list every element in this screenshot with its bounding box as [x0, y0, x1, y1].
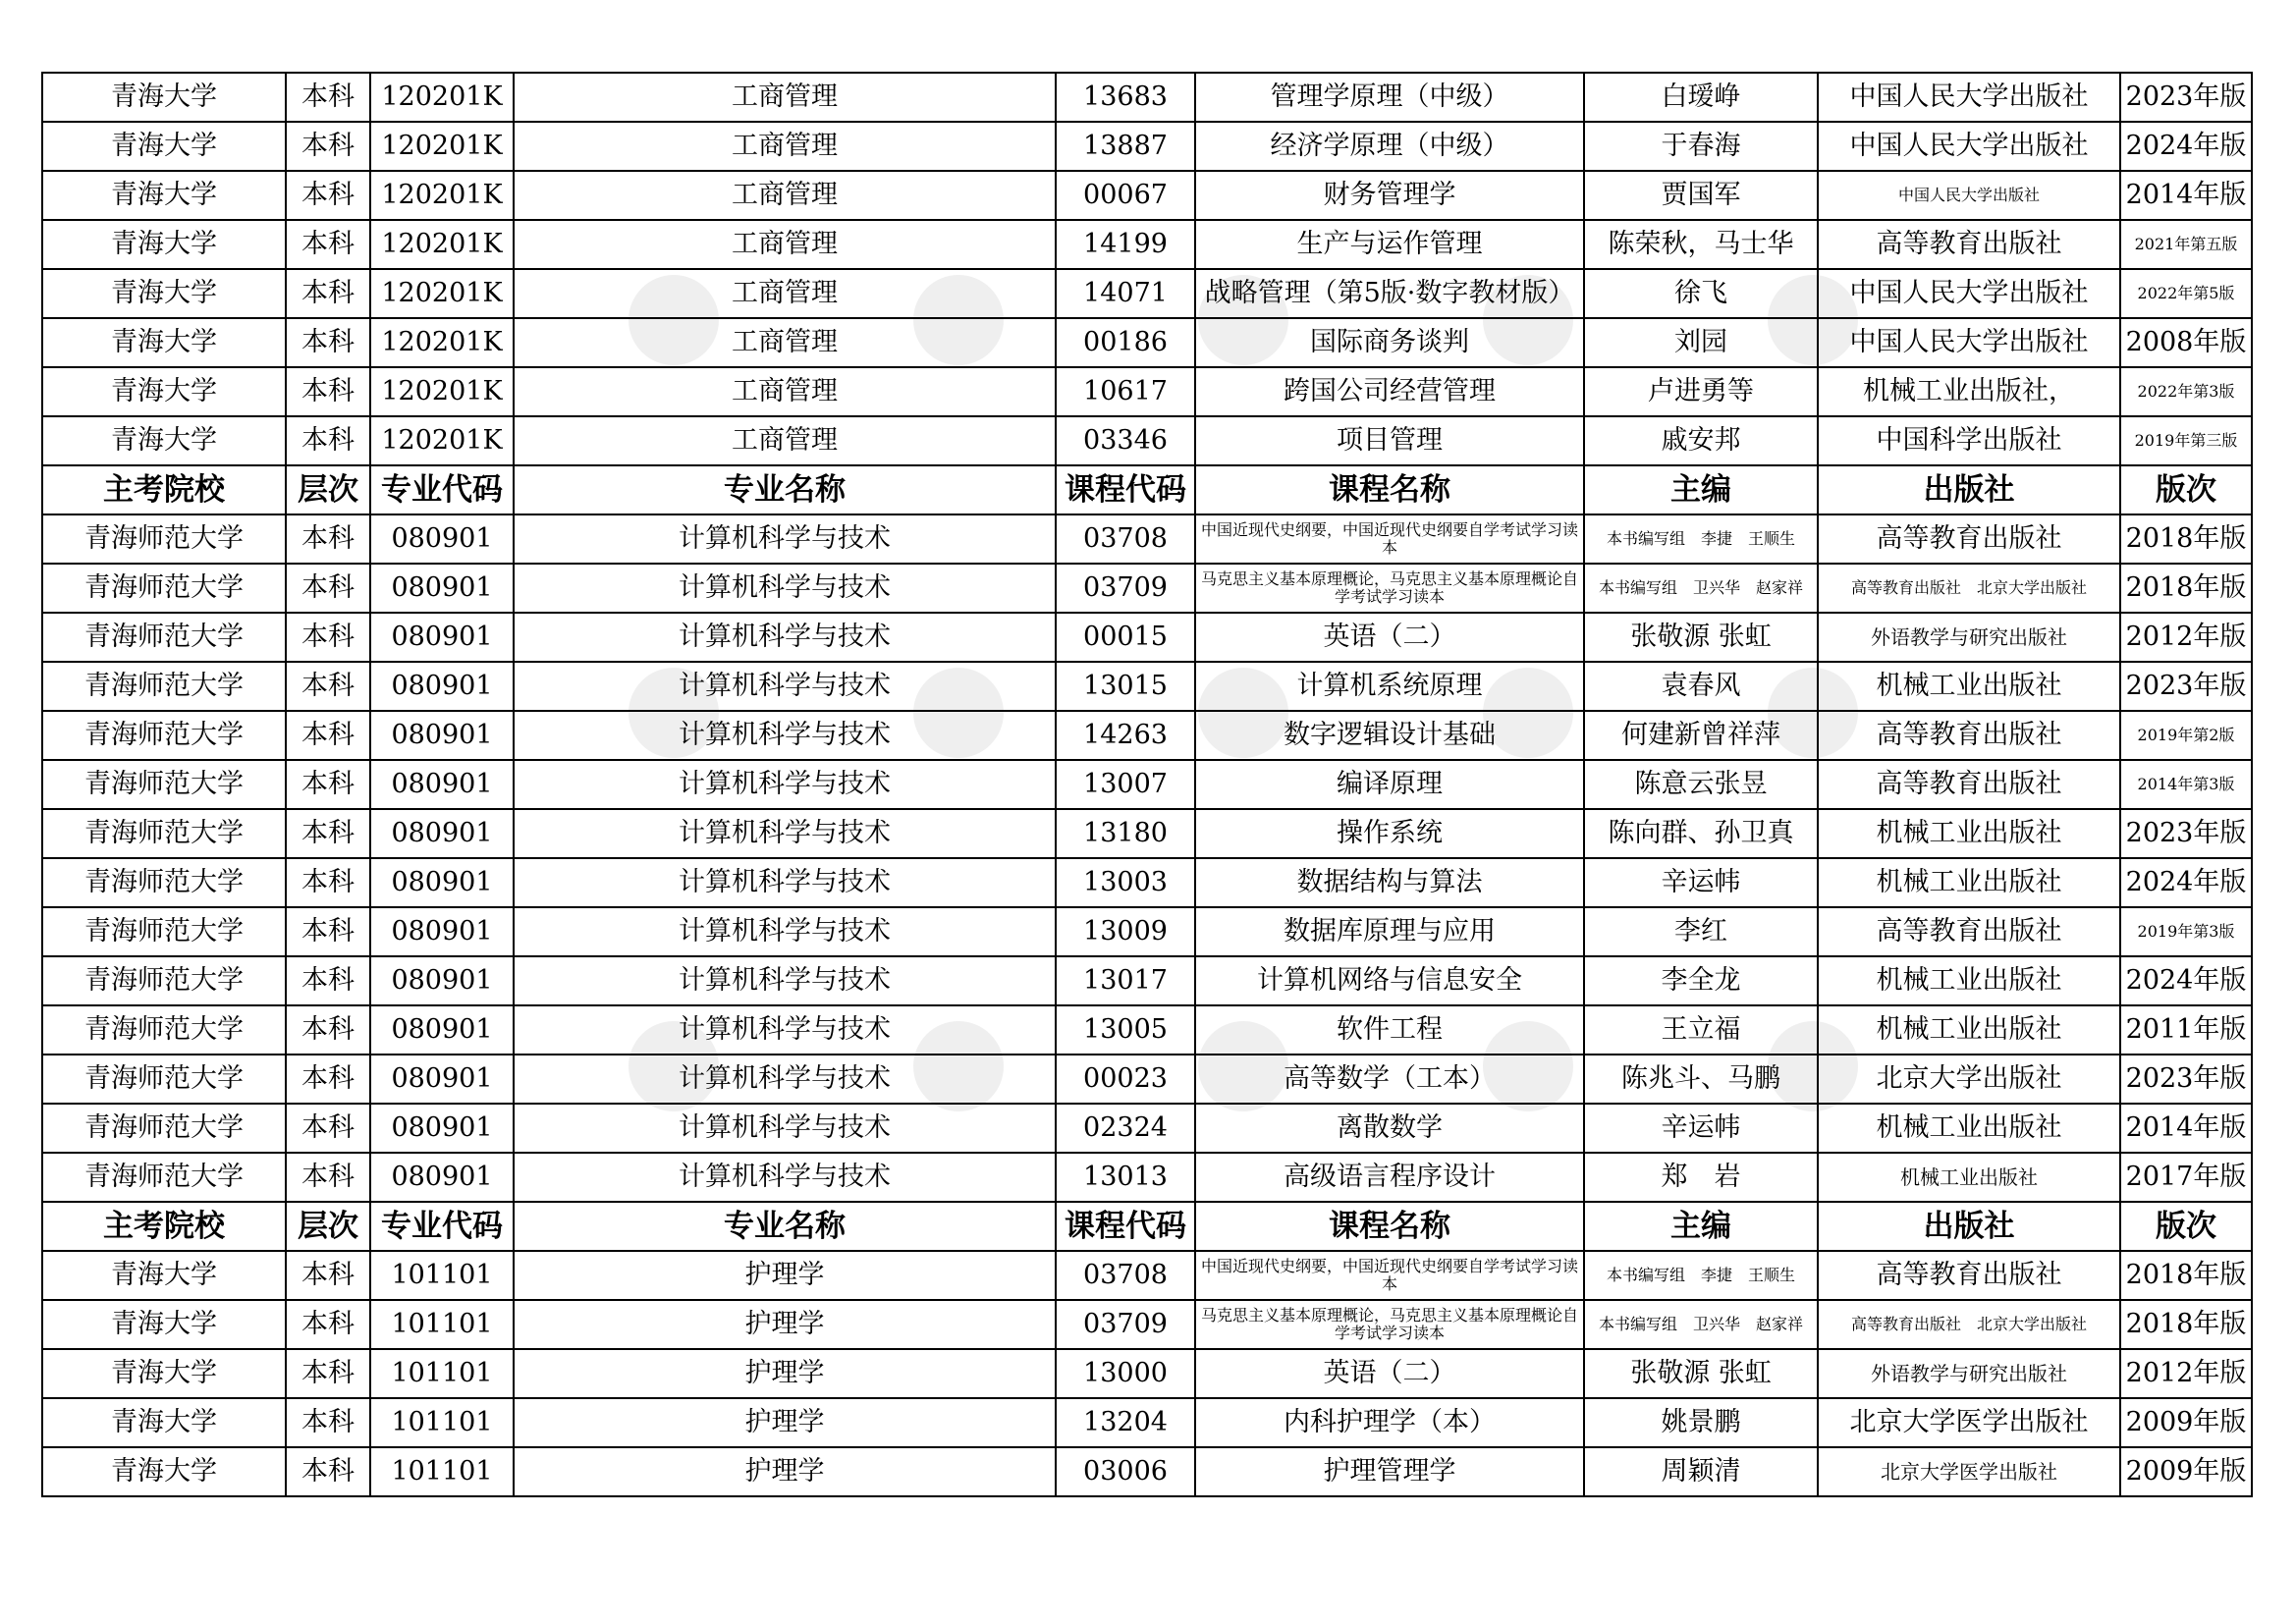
cell-level: 本科 — [286, 662, 370, 711]
cell-level: 本科 — [286, 613, 370, 662]
cell-level: 本科 — [286, 1349, 370, 1398]
table-row — [42, 1153, 2252, 1202]
cell-editor: 张敬源 张虹 — [1584, 613, 1818, 662]
cell-major-name: 计算机科学与技术 — [514, 956, 1056, 1005]
cell-course-code: 03346 — [1056, 416, 1195, 465]
cell-major-name: 护理学 — [514, 1349, 1056, 1398]
cell-major-code: 101101 — [370, 1349, 514, 1398]
cell-edition: 2008年版 — [2120, 318, 2252, 367]
cell-course-name: 高级语言程序设计 — [1195, 1153, 1584, 1202]
cell-publisher: 中国人民大学出版社 — [1818, 171, 2120, 220]
cell-major-code: 101101 — [370, 1398, 514, 1447]
cell-course-name: 数据结构与算法 — [1195, 858, 1584, 907]
cell-course-code: 10617 — [1056, 367, 1195, 416]
cell-course-name: 护理管理学 — [1195, 1447, 1584, 1496]
cell-course-code: 13000 — [1056, 1349, 1195, 1398]
cell-publisher: 机械工业出版社 — [1818, 662, 2120, 711]
cell-course-code: 13015 — [1056, 662, 1195, 711]
table-row — [42, 613, 2252, 662]
cell-publisher: 高等教育出版社 北京大学出版社 — [1818, 564, 2120, 613]
cell-course-name: 生产与运作管理 — [1195, 220, 1584, 269]
cell-course-code: 03709 — [1056, 564, 1195, 613]
cell-major-code: 120201K — [370, 367, 514, 416]
cell-school: 青海大学 — [42, 367, 286, 416]
cell-edition: 2014年版 — [2120, 171, 2252, 220]
table-row — [42, 269, 2252, 318]
cell-major-code: 120201K — [370, 122, 514, 171]
cell-publisher: 高等教育出版社 — [1818, 1251, 2120, 1300]
cell-edition: 2018年版 — [2120, 1251, 2252, 1300]
cell-publisher: 北京大学出版社 — [1818, 1055, 2120, 1104]
table-row — [42, 122, 2252, 171]
cell-major-name: 计算机科学与技术 — [514, 514, 1056, 564]
cell-major-code: 080901 — [370, 760, 514, 809]
column-header-school: 主考院校 — [42, 1202, 286, 1251]
cell-course-name: 软件工程 — [1195, 1005, 1584, 1055]
cell-level: 本科 — [286, 858, 370, 907]
cell-major-code: 080901 — [370, 907, 514, 956]
cell-course-name: 计算机网络与信息安全 — [1195, 956, 1584, 1005]
table-row — [42, 220, 2252, 269]
cell-editor: 姚景鹏 — [1584, 1398, 1818, 1447]
cell-publisher: 高等教育出版社 北京大学出版社 — [1818, 1300, 2120, 1349]
cell-level: 本科 — [286, 564, 370, 613]
cell-level: 本科 — [286, 416, 370, 465]
cell-major-name: 计算机科学与技术 — [514, 1055, 1056, 1104]
cell-course-name: 编译原理 — [1195, 760, 1584, 809]
cell-course-code: 13009 — [1056, 907, 1195, 956]
cell-course-name: 项目管理 — [1195, 416, 1584, 465]
cell-school: 青海师范大学 — [42, 760, 286, 809]
cell-school: 青海大学 — [42, 171, 286, 220]
table-row — [42, 907, 2252, 956]
cell-publisher: 中国人民大学出版社 — [1818, 318, 2120, 367]
cell-level: 本科 — [286, 1055, 370, 1104]
cell-major-code: 080901 — [370, 564, 514, 613]
cell-edition: 2019年第2版 — [2120, 711, 2252, 760]
cell-course-name: 跨国公司经营管理 — [1195, 367, 1584, 416]
cell-editor: 本书编写组 李捷 王顺生 — [1584, 514, 1818, 564]
cell-major-code: 080901 — [370, 514, 514, 564]
cell-school: 青海师范大学 — [42, 858, 286, 907]
cell-editor: 何建新曾祥萍 — [1584, 711, 1818, 760]
cell-course-code: 14263 — [1056, 711, 1195, 760]
cell-school: 青海师范大学 — [42, 711, 286, 760]
cell-editor: 辛运帏 — [1584, 858, 1818, 907]
cell-editor: 陈兆斗、马鹏 — [1584, 1055, 1818, 1104]
cell-publisher: 外语教学与研究出版社 — [1818, 613, 2120, 662]
textbook-table — [41, 72, 2253, 1497]
cell-publisher: 中国科学出版社 — [1818, 416, 2120, 465]
cell-major-name: 护理学 — [514, 1398, 1056, 1447]
cell-course-code: 00186 — [1056, 318, 1195, 367]
table-row — [42, 318, 2252, 367]
cell-editor: 郑 岩 — [1584, 1153, 1818, 1202]
cell-course-code: 13007 — [1056, 760, 1195, 809]
column-header-school: 主考院校 — [42, 465, 286, 514]
cell-school: 青海大学 — [42, 269, 286, 318]
cell-level: 本科 — [286, 318, 370, 367]
cell-editor: 于春海 — [1584, 122, 1818, 171]
cell-course-name: 国际商务谈判 — [1195, 318, 1584, 367]
column-header-publisher: 出版社 — [1818, 1202, 2120, 1251]
cell-major-name: 工商管理 — [514, 171, 1056, 220]
cell-major-name: 计算机科学与技术 — [514, 760, 1056, 809]
cell-edition: 2024年版 — [2120, 122, 2252, 171]
column-header-major-name: 专业名称 — [514, 1202, 1056, 1251]
cell-course-name: 财务管理学 — [1195, 171, 1584, 220]
cell-publisher: 中国人民大学出版社 — [1818, 73, 2120, 122]
cell-school: 青海大学 — [42, 1300, 286, 1349]
cell-level: 本科 — [286, 171, 370, 220]
cell-major-code: 101101 — [370, 1300, 514, 1349]
cell-editor: 王立福 — [1584, 1005, 1818, 1055]
cell-level: 本科 — [286, 220, 370, 269]
cell-course-code: 03708 — [1056, 1251, 1195, 1300]
table-row — [42, 1104, 2252, 1153]
cell-course-code: 03709 — [1056, 1300, 1195, 1349]
cell-major-name: 计算机科学与技术 — [514, 711, 1056, 760]
cell-edition: 2023年版 — [2120, 809, 2252, 858]
cell-major-name: 护理学 — [514, 1300, 1056, 1349]
cell-course-code: 13005 — [1056, 1005, 1195, 1055]
cell-editor: 陈荣秋，马士华 — [1584, 220, 1818, 269]
cell-editor: 袁春风 — [1584, 662, 1818, 711]
cell-level: 本科 — [286, 1005, 370, 1055]
table-row — [42, 711, 2252, 760]
cell-major-code: 080901 — [370, 613, 514, 662]
cell-publisher: 高等教育出版社 — [1818, 514, 2120, 564]
table-row — [42, 1398, 2252, 1447]
table-row — [42, 1300, 2252, 1349]
cell-edition: 2018年版 — [2120, 514, 2252, 564]
cell-major-name: 计算机科学与技术 — [514, 662, 1056, 711]
cell-publisher: 外语教学与研究出版社 — [1818, 1349, 2120, 1398]
cell-major-name: 计算机科学与技术 — [514, 1153, 1056, 1202]
table-row — [42, 514, 2252, 564]
cell-publisher: 机械工业出版社， — [1818, 367, 2120, 416]
cell-course-code: 14199 — [1056, 220, 1195, 269]
cell-major-name: 计算机科学与技术 — [514, 858, 1056, 907]
cell-school: 青海大学 — [42, 220, 286, 269]
cell-publisher: 机械工业出版社 — [1818, 1005, 2120, 1055]
cell-major-name: 工商管理 — [514, 367, 1056, 416]
cell-major-code: 080901 — [370, 1153, 514, 1202]
cell-level: 本科 — [286, 1447, 370, 1496]
cell-level: 本科 — [286, 907, 370, 956]
cell-major-code: 080901 — [370, 1055, 514, 1104]
cell-edition: 2022年第3版 — [2120, 367, 2252, 416]
cell-course-name: 马克思主义基本原理概论，马克思主义基本原理概论自学考试学习读本 — [1195, 1300, 1584, 1349]
cell-school: 青海师范大学 — [42, 514, 286, 564]
column-header-edition: 版次 — [2120, 1202, 2252, 1251]
table-row — [42, 858, 2252, 907]
cell-course-name: 内科护理学（本） — [1195, 1398, 1584, 1447]
cell-major-name: 计算机科学与技术 — [514, 907, 1056, 956]
cell-school: 青海师范大学 — [42, 564, 286, 613]
column-header-editor: 主编 — [1584, 465, 1818, 514]
cell-publisher: 机械工业出版社 — [1818, 809, 2120, 858]
table-row — [42, 367, 2252, 416]
table-row — [42, 1251, 2252, 1300]
cell-major-name: 护理学 — [514, 1447, 1056, 1496]
column-header-course-name: 课程名称 — [1195, 1202, 1584, 1251]
column-header-editor: 主编 — [1584, 1202, 1818, 1251]
cell-major-name: 护理学 — [514, 1251, 1056, 1300]
cell-major-name: 计算机科学与技术 — [514, 613, 1056, 662]
cell-level: 本科 — [286, 1153, 370, 1202]
cell-course-code: 13003 — [1056, 858, 1195, 907]
column-header-course-code: 课程代码 — [1056, 1202, 1195, 1251]
cell-course-code: 13887 — [1056, 122, 1195, 171]
cell-school: 青海师范大学 — [42, 662, 286, 711]
cell-course-code: 00023 — [1056, 1055, 1195, 1104]
cell-school: 青海师范大学 — [42, 956, 286, 1005]
cell-publisher: 机械工业出版社 — [1818, 858, 2120, 907]
cell-major-code: 080901 — [370, 711, 514, 760]
cell-school: 青海师范大学 — [42, 1005, 286, 1055]
table-row — [42, 1349, 2252, 1398]
cell-level: 本科 — [286, 1104, 370, 1153]
table-row — [42, 171, 2252, 220]
column-header-major-code: 专业代码 — [370, 465, 514, 514]
table-header-row — [42, 465, 2252, 514]
table-row — [42, 564, 2252, 613]
table-row — [42, 73, 2252, 122]
table-row — [42, 416, 2252, 465]
cell-publisher: 高等教育出版社 — [1818, 220, 2120, 269]
cell-edition: 2018年版 — [2120, 564, 2252, 613]
cell-edition: 2023年版 — [2120, 73, 2252, 122]
cell-major-name: 计算机科学与技术 — [514, 1104, 1056, 1153]
cell-edition: 2009年版 — [2120, 1398, 2252, 1447]
cell-editor: 卢进勇等 — [1584, 367, 1818, 416]
table-row — [42, 1055, 2252, 1104]
cell-course-code: 13204 — [1056, 1398, 1195, 1447]
cell-level: 本科 — [286, 122, 370, 171]
cell-editor: 张敬源 张虹 — [1584, 1349, 1818, 1398]
cell-level: 本科 — [286, 367, 370, 416]
cell-school: 青海大学 — [42, 1447, 286, 1496]
cell-publisher: 高等教育出版社 — [1818, 711, 2120, 760]
cell-editor: 陈向群、孙卫真 — [1584, 809, 1818, 858]
cell-school: 青海大学 — [42, 416, 286, 465]
column-header-publisher: 出版社 — [1818, 465, 2120, 514]
cell-course-name: 中国近现代史纲要，中国近现代史纲要自学考试学习读本 — [1195, 1251, 1584, 1300]
cell-level: 本科 — [286, 760, 370, 809]
cell-editor: 陈意云张昱 — [1584, 760, 1818, 809]
cell-course-name: 计算机系统原理 — [1195, 662, 1584, 711]
cell-school: 青海大学 — [42, 318, 286, 367]
cell-level: 本科 — [286, 269, 370, 318]
table-row — [42, 760, 2252, 809]
cell-course-code: 00067 — [1056, 171, 1195, 220]
cell-publisher: 中国人民大学出版社 — [1818, 269, 2120, 318]
cell-major-code: 080901 — [370, 809, 514, 858]
cell-publisher: 北京大学医学出版社 — [1818, 1447, 2120, 1496]
cell-edition: 2017年版 — [2120, 1153, 2252, 1202]
cell-edition: 2023年版 — [2120, 1055, 2252, 1104]
cell-major-name: 计算机科学与技术 — [514, 564, 1056, 613]
cell-edition: 2024年版 — [2120, 858, 2252, 907]
cell-publisher: 高等教育出版社 — [1818, 760, 2120, 809]
cell-major-code: 080901 — [370, 858, 514, 907]
cell-editor: 贾国军 — [1584, 171, 1818, 220]
cell-course-name: 高等数学（工本） — [1195, 1055, 1584, 1104]
column-header-course-name: 课程名称 — [1195, 465, 1584, 514]
cell-course-code: 02324 — [1056, 1104, 1195, 1153]
cell-level: 本科 — [286, 73, 370, 122]
cell-publisher: 机械工业出版社 — [1818, 956, 2120, 1005]
cell-school: 青海师范大学 — [42, 1104, 286, 1153]
column-header-level: 层次 — [286, 1202, 370, 1251]
column-header-course-code: 课程代码 — [1056, 465, 1195, 514]
table-row — [42, 956, 2252, 1005]
cell-course-code: 13683 — [1056, 73, 1195, 122]
cell-publisher: 高等教育出版社 — [1818, 907, 2120, 956]
cell-major-code: 101101 — [370, 1447, 514, 1496]
cell-course-name: 离散数学 — [1195, 1104, 1584, 1153]
cell-edition: 2023年版 — [2120, 662, 2252, 711]
cell-course-name: 英语（二） — [1195, 613, 1584, 662]
cell-school: 青海师范大学 — [42, 1055, 286, 1104]
cell-editor: 戚安邦 — [1584, 416, 1818, 465]
cell-major-name: 工商管理 — [514, 269, 1056, 318]
cell-course-code: 13017 — [1056, 956, 1195, 1005]
cell-edition: 2018年版 — [2120, 1300, 2252, 1349]
cell-level: 本科 — [286, 1251, 370, 1300]
cell-course-name: 数据库原理与应用 — [1195, 907, 1584, 956]
cell-course-code: 03006 — [1056, 1447, 1195, 1496]
cell-course-code: 03708 — [1056, 514, 1195, 564]
cell-major-code: 120201K — [370, 318, 514, 367]
cell-school: 青海师范大学 — [42, 613, 286, 662]
cell-school: 青海师范大学 — [42, 907, 286, 956]
cell-course-name: 管理学原理（中级） — [1195, 73, 1584, 122]
cell-level: 本科 — [286, 956, 370, 1005]
table-row — [42, 809, 2252, 858]
cell-course-name: 数字逻辑设计基础 — [1195, 711, 1584, 760]
cell-major-code: 120201K — [370, 171, 514, 220]
cell-course-name: 战略管理（第5版·数字教材版） — [1195, 269, 1584, 318]
cell-major-code: 120201K — [370, 416, 514, 465]
column-header-edition: 版次 — [2120, 465, 2252, 514]
cell-major-code: 120201K — [370, 269, 514, 318]
cell-edition: 2019年第三版 — [2120, 416, 2252, 465]
cell-school: 青海师范大学 — [42, 809, 286, 858]
cell-major-name: 工商管理 — [514, 220, 1056, 269]
cell-level: 本科 — [286, 514, 370, 564]
column-header-major-code: 专业代码 — [370, 1202, 514, 1251]
table-row — [42, 662, 2252, 711]
cell-school: 青海大学 — [42, 1349, 286, 1398]
cell-course-code: 14071 — [1056, 269, 1195, 318]
cell-school: 青海大学 — [42, 73, 286, 122]
cell-major-name: 工商管理 — [514, 73, 1056, 122]
cell-editor: 李红 — [1584, 907, 1818, 956]
cell-level: 本科 — [286, 711, 370, 760]
cell-major-code: 080901 — [370, 1005, 514, 1055]
column-header-major-name: 专业名称 — [514, 465, 1056, 514]
cell-major-code: 101101 — [370, 1251, 514, 1300]
cell-edition: 2014年第3版 — [2120, 760, 2252, 809]
cell-edition: 2012年版 — [2120, 613, 2252, 662]
cell-publisher: 北京大学医学出版社 — [1818, 1398, 2120, 1447]
cell-level: 本科 — [286, 809, 370, 858]
cell-school: 青海师范大学 — [42, 1153, 286, 1202]
cell-major-code: 080901 — [370, 956, 514, 1005]
cell-level: 本科 — [286, 1300, 370, 1349]
cell-edition: 2024年版 — [2120, 956, 2252, 1005]
cell-editor: 本书编写组 卫兴华 赵家祥 — [1584, 564, 1818, 613]
cell-editor: 本书编写组 李捷 王顺生 — [1584, 1251, 1818, 1300]
cell-editor: 李全龙 — [1584, 956, 1818, 1005]
cell-course-name: 经济学原理（中级） — [1195, 122, 1584, 171]
cell-course-code: 13180 — [1056, 809, 1195, 858]
cell-course-name: 操作系统 — [1195, 809, 1584, 858]
cell-major-name: 计算机科学与技术 — [514, 809, 1056, 858]
cell-major-name: 工商管理 — [514, 318, 1056, 367]
cell-major-code: 120201K — [370, 73, 514, 122]
cell-edition: 2021年第五版 — [2120, 220, 2252, 269]
cell-major-code: 120201K — [370, 220, 514, 269]
table-header-row — [42, 1202, 2252, 1251]
cell-school: 青海大学 — [42, 122, 286, 171]
cell-edition: 2014年版 — [2120, 1104, 2252, 1153]
cell-editor: 周颖清 — [1584, 1447, 1818, 1496]
cell-editor: 本书编写组 卫兴华 赵家祥 — [1584, 1300, 1818, 1349]
table-row — [42, 1005, 2252, 1055]
table-row — [42, 1447, 2252, 1496]
cell-level: 本科 — [286, 1398, 370, 1447]
cell-school: 青海大学 — [42, 1398, 286, 1447]
cell-editor: 白瑷峥 — [1584, 73, 1818, 122]
column-header-level: 层次 — [286, 465, 370, 514]
cell-major-name: 工商管理 — [514, 122, 1056, 171]
cell-edition: 2022年第5版 — [2120, 269, 2252, 318]
cell-major-name: 工商管理 — [514, 416, 1056, 465]
cell-publisher: 机械工业出版社 — [1818, 1153, 2120, 1202]
cell-course-name: 英语（二） — [1195, 1349, 1584, 1398]
cell-course-name: 马克思主义基本原理概论，马克思主义基本原理概论自学考试学习读本 — [1195, 564, 1584, 613]
cell-edition: 2009年版 — [2120, 1447, 2252, 1496]
cell-course-code: 13013 — [1056, 1153, 1195, 1202]
cell-publisher: 机械工业出版社 — [1818, 1104, 2120, 1153]
cell-major-name: 计算机科学与技术 — [514, 1005, 1056, 1055]
cell-edition: 2019年第3版 — [2120, 907, 2252, 956]
cell-course-code: 00015 — [1056, 613, 1195, 662]
cell-edition: 2011年版 — [2120, 1005, 2252, 1055]
cell-publisher: 中国人民大学出版社 — [1818, 122, 2120, 171]
cell-major-code: 080901 — [370, 1104, 514, 1153]
cell-editor: 刘园 — [1584, 318, 1818, 367]
cell-major-code: 080901 — [370, 662, 514, 711]
cell-editor: 辛运帏 — [1584, 1104, 1818, 1153]
cell-editor: 徐飞 — [1584, 269, 1818, 318]
cell-edition: 2012年版 — [2120, 1349, 2252, 1398]
cell-course-name: 中国近现代史纲要，中国近现代史纲要自学考试学习读本 — [1195, 514, 1584, 564]
cell-school: 青海大学 — [42, 1251, 286, 1300]
